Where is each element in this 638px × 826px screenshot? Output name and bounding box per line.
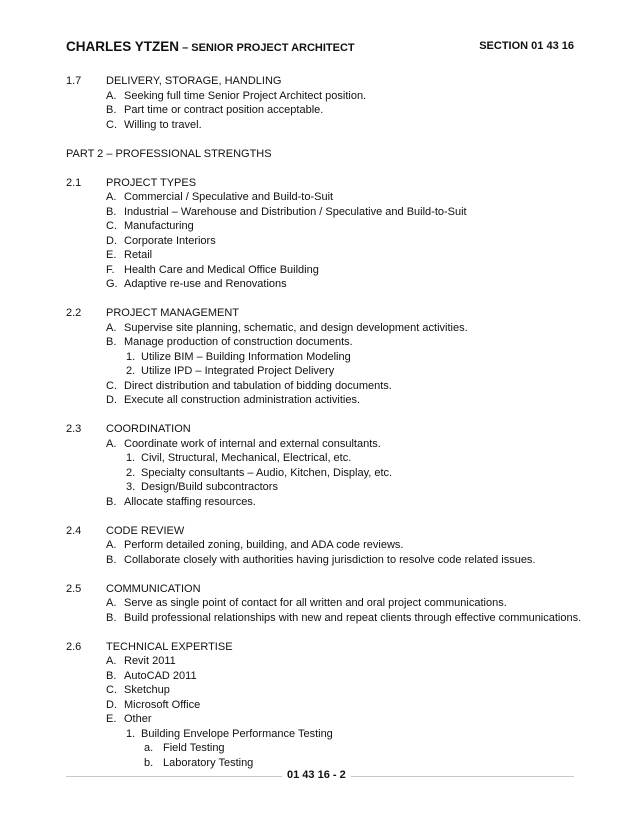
item-letter: C. <box>106 220 117 232</box>
section-heading <box>66 306 586 321</box>
item-letter: C. <box>106 379 117 392</box>
section-heading <box>66 422 586 437</box>
item-text: Allocate staffing resources. <box>124 495 256 508</box>
item-letter: B. <box>106 611 117 624</box>
section-number: 2.5 <box>66 582 82 595</box>
sub-sub-list-item <box>66 741 586 756</box>
section-title: COMMUNICATION <box>106 582 201 595</box>
section-number: 2.4 <box>66 524 82 537</box>
list-item <box>66 669 586 684</box>
item-letter: B. <box>106 205 117 218</box>
item-text: Build professional relationships with new and repeat clients through effective communications. <box>124 611 582 624</box>
item-letter: D. <box>106 698 117 711</box>
spacer <box>66 161 586 176</box>
item-letter: G. <box>106 278 118 290</box>
list-item <box>66 611 586 626</box>
item-letter: A. <box>106 321 117 334</box>
part-title: PART 2 – PROFESSIONAL STRENGTHS <box>66 147 272 160</box>
item-letter: D. <box>106 234 117 247</box>
item-text: Manage production of construction documents. <box>124 336 353 348</box>
section-title: DELIVERY, STORAGE, HANDLING <box>106 75 282 87</box>
section-heading <box>66 582 586 597</box>
list-item <box>66 596 586 611</box>
item-text: Execute all construction administration activities. <box>124 394 360 406</box>
list-item <box>66 321 586 336</box>
part-heading <box>66 147 586 162</box>
item-letter: D. <box>106 394 117 406</box>
item-text: Manufacturing <box>124 220 194 232</box>
section-title: TECHNICAL EXPERTISE <box>106 640 233 653</box>
sub-sub-list-item <box>66 756 586 771</box>
spacer <box>66 292 586 307</box>
sub-sub-item-text: Field Testing <box>163 742 225 754</box>
item-text: Other <box>124 713 152 725</box>
list-item <box>66 683 586 698</box>
sub-item-number: 2. <box>126 466 136 479</box>
list-item <box>66 205 586 220</box>
item-text: Health Care and Medical Office Building <box>124 263 319 276</box>
sub-item-number: 1. <box>126 727 136 740</box>
sub-list-item <box>66 364 586 379</box>
item-letter: E. <box>106 713 117 725</box>
sub-item-text: Utilize BIM – Building Information Modeling <box>141 350 351 363</box>
item-letter: B. <box>106 336 117 348</box>
sub-sub-item-text: Laboratory Testing <box>163 756 254 769</box>
sub-list-item <box>66 350 586 365</box>
item-text: Seeking full time Senior Project Architect position. <box>124 89 367 102</box>
section-title: PROJECT TYPES <box>106 176 197 189</box>
section-heading <box>66 640 586 655</box>
item-text: Supervise site planning, schematic, and design development activities. <box>124 321 468 334</box>
section-title: COORDINATION <box>106 423 191 435</box>
spacer <box>66 408 586 423</box>
item-letter: A. <box>106 655 117 667</box>
item-text: Microsoft Office <box>124 698 201 711</box>
list-item <box>66 190 586 205</box>
item-letter: A. <box>106 539 117 551</box>
item-text: Revit 2011 <box>124 655 176 667</box>
item-text: Perform detailed zoning, building, and ADA code reviews. <box>124 539 404 551</box>
list-item <box>66 335 586 350</box>
section-title: CODE REVIEW <box>106 524 185 537</box>
list-item <box>66 437 586 452</box>
list-item <box>66 118 586 133</box>
sub-list-item <box>66 727 586 742</box>
section-number: 2.1 <box>66 176 82 189</box>
section-number: 1.7 <box>66 75 82 87</box>
list-item <box>66 553 586 568</box>
list-item <box>66 393 586 408</box>
list-item <box>66 654 586 669</box>
section-heading <box>66 176 586 191</box>
item-text: Commercial / Speculative and Build-to-Suit <box>124 191 334 203</box>
item-text: Sketchup <box>124 684 170 696</box>
sub-item-text: Building Envelope Performance Testing <box>141 727 333 740</box>
section-title: PROJECT MANAGEMENT <box>106 307 240 319</box>
page-number: 01 43 16 - 2 <box>282 769 351 781</box>
spacer <box>66 567 586 582</box>
header-section: SECTION 01 43 16 <box>479 40 574 52</box>
list-item <box>66 495 586 510</box>
item-text: Serve as single point of contact for all written and oral project communications. <box>124 597 507 609</box>
item-letter: B. <box>106 495 117 508</box>
sub-list-item <box>66 480 586 495</box>
item-text: Willing to travel. <box>124 118 202 131</box>
sub-item-number: 1. <box>126 350 136 363</box>
list-item <box>66 234 586 249</box>
sub-item-text: Specialty consultants – Audio, Kitchen, Display, etc. <box>141 466 393 479</box>
section-number: 2.2 <box>66 307 82 319</box>
item-text: Retail <box>124 249 153 261</box>
sub-sub-item-letter: b. <box>144 756 154 769</box>
list-item <box>66 89 586 104</box>
item-letter: B. <box>106 669 117 682</box>
item-text: Direct distribution and tabulation of bidding documents. <box>124 379 392 392</box>
sub-item-text: Utilize IPD – Integrated Project Delivery <box>141 365 335 377</box>
list-item <box>66 538 586 553</box>
item-text: Industrial – Warehouse and Distribution / Speculative and Build-to-Suit <box>124 205 467 218</box>
sub-item-number: 3. <box>126 481 136 493</box>
section-heading <box>66 74 586 89</box>
page-header <box>66 38 574 58</box>
sub-item-text: Civil, Structural, Mechanical, Electrical, etc. <box>141 452 352 464</box>
item-letter: C. <box>106 684 117 696</box>
section-number: 2.6 <box>66 640 82 653</box>
list-item <box>66 712 586 727</box>
item-letter: C. <box>106 118 117 131</box>
sub-item-text: Design/Build subcontractors <box>141 481 278 493</box>
item-text: AutoCAD 2011 <box>124 669 197 682</box>
document-body <box>66 74 586 770</box>
item-text: Part time or contract position acceptable. <box>124 104 324 116</box>
list-item <box>66 277 586 292</box>
item-letter: F. <box>106 263 115 276</box>
item-letter: B. <box>106 104 117 116</box>
sub-item-number: 1. <box>126 452 136 464</box>
item-text: Corporate Interiors <box>124 234 216 247</box>
sub-sub-item-letter: a. <box>144 742 154 754</box>
list-item <box>66 219 586 234</box>
sub-list-item <box>66 466 586 481</box>
spacer <box>66 509 586 524</box>
section-heading <box>66 524 586 539</box>
list-item <box>66 103 586 118</box>
item-letter: B. <box>106 553 117 566</box>
item-letter: A. <box>106 191 117 203</box>
header-title: – SENIOR PROJECT ARCHITECT <box>179 42 355 54</box>
item-text: Collaborate closely with authorities having jurisdiction to resolve code related issues. <box>124 553 536 566</box>
item-text: Coordinate work of internal and external consultants. <box>124 437 381 450</box>
spacer <box>66 132 586 147</box>
list-item <box>66 263 586 278</box>
header-name: CHARLES YTZEN <box>66 39 180 54</box>
list-item <box>66 698 586 713</box>
sub-item-number: 2. <box>126 365 136 377</box>
item-letter: A. <box>106 597 117 609</box>
item-letter: A. <box>106 437 117 450</box>
spacer <box>66 625 586 640</box>
item-text: Adaptive re-use and Renovations <box>124 278 287 290</box>
item-letter: A. <box>106 89 117 102</box>
item-letter: E. <box>106 249 117 261</box>
list-item <box>66 248 586 263</box>
sub-list-item <box>66 451 586 466</box>
list-item <box>66 379 586 394</box>
section-number: 2.3 <box>66 423 82 435</box>
